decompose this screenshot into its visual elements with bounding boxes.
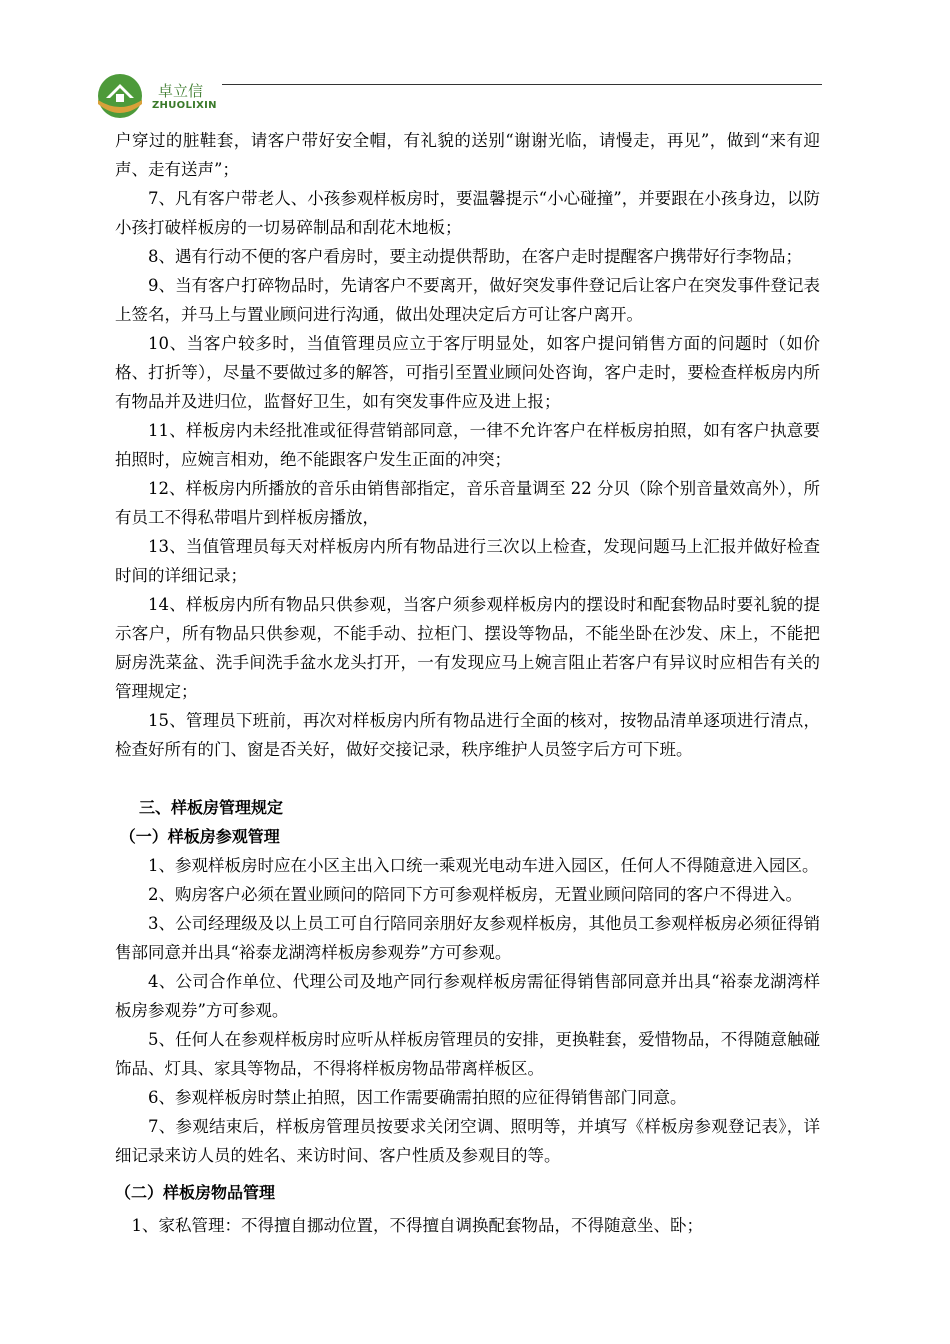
paragraph: 12、样板房内所播放的音乐由销售部指定，音乐音量调至 22 分贝（除个别音量效高外），所有员工不得私带唱片到样板房播放， [115,479,820,527]
list-item: 5、任何人在参观样板房时应听从样板房管理员的安排，更换鞋套，爱惜物品，不得随意触碰饰品、灯具、家具等物品，不得将样板房物品带离样板区。 [115,1030,820,1078]
list-item: 4、公司合作单位、代理公司及地产同行参观样板房需征得销售部同意并出具“裕泰龙湖湾样板房参观券”方可参观。 [115,972,820,1020]
header-divider [222,84,822,85]
list-item: 3、公司经理级及以上员工可自行陪同亲朋好友参观样板房，其他员工参观样板房必须征得销售部同意并出具“裕泰龙湖湾样板房参观券”方可参观。 [115,914,820,962]
paragraph: 10、当客户较多时，当值管理员应立于客厅明显处，如客户提问销售方面的问题时（如价格、打折等），尽量不要做过多的解答，可指引至置业顾问处咨询，客户走时，要检查样板房内所有物品并及进归位，监督好卫生，如有突发事件应及进上报； [115,334,820,411]
paragraph: 11、样板房内未经批准或征得营销部同意，一律不允许客户在样板房拍照，如有客户执意要拍照时，应婉言相劝，绝不能跟客户发生正面的冲突； [115,421,820,469]
subsection-heading: （一）样板房参观管理 [119,827,280,846]
house-logo-icon [94,70,146,118]
paragraph: 8、遇有行动不便的客户看房时，要主动提供帮助，在客户走时提醒客户携带好行李物品； [148,247,802,266]
subsection-heading: （二）样板房物品管理 [115,1183,276,1202]
paragraph: 7、凡有客户带老人、小孩参观样板房时，要温馨提示“小心碰撞”，并要跟在小孩身边，以防小孩打破样板房的一切易碎制品和刮花木地板； [115,189,820,237]
paragraph: 15、管理员下班前，再次对样板房内所有物品进行全面的核对，按物品清单逐项进行清点，检查好所有的门、窗是否关好，做好交接记录，秩序维护人员签字后方可下班。 [115,711,820,759]
page-header [94,62,824,122]
list-item: 2、购房客户必须在置业顾问的陪同下方可参观样板房，无置业顾问陪同的客户不得进入。 [148,885,802,904]
paragraph: 13、当值管理员每天对样板房内所有物品进行三次以上检查，发现问题马上汇报并做好检查时间的详细记录； [115,537,820,585]
paragraph: 14、样板房内所有物品只供参观，当客户须参观样板房内的摆设时和配套物品时要礼貌的提示客户，所有物品只供参观，不能手动、拉柜门、摆设等物品，不能坐卧在沙发、床上，不能把厨房洗菜盆、洗手间洗手盆水龙头打开，一有发现应马上婉言阻止若客户有异议时应相告有关的管理规定； [115,595,820,701]
list-item: 1、参观样板房时应在小区主出入口统一乘观光电动车进入园区，任何人不得随意进入园区。 [148,856,819,875]
document-body [115,126,820,1240]
section-heading: 三、样板房管理规定 [139,798,284,817]
list-item: 7、参观结束后，样板房管理员按要求关闭空调、照明等，并填写《样板房参观登记表》，详细记录来访人员的姓名、来访时间、客户性质及参观目的等。 [115,1117,820,1165]
logo-name-cn: 卓立信 [158,82,204,100]
list-item: 6、参观样板房时禁止拍照，因工作需要确需拍照的应征得销售部门同意。 [148,1088,687,1107]
paragraph: 户穿过的脏鞋套，请客户带好安全帽，有礼貌的送别“谢谢光临，请慢走，再见”，做到“来有迎声、走有送声”； [115,131,820,179]
list-item: 1、家私管理：不得擅自挪动位置，不得擅自调换配套物品，不得随意坐、卧； [131,1216,703,1235]
logo-name-en: ZHUOLIXIN [152,100,217,111]
paragraph: 9、当有客户打碎物品时，先请客户不要离开，做好突发事件登记后让客户在突发事件登记表上签名，并马上与置业顾问进行沟通，做出处理决定后方可让客户离开。 [115,276,820,324]
